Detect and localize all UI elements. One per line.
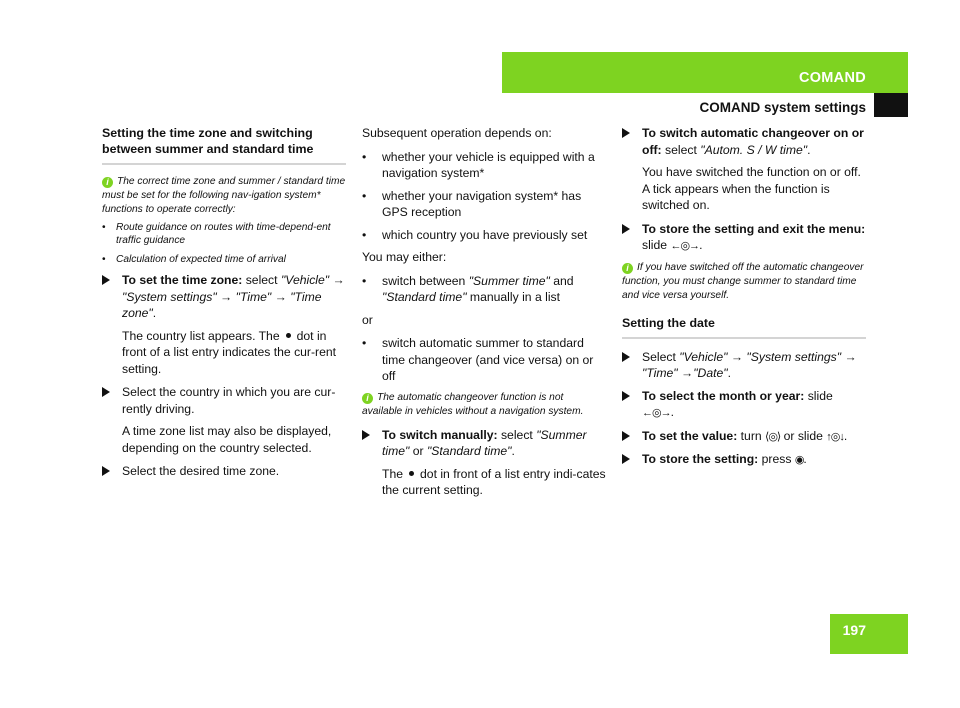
either-text: You may either:: [362, 250, 447, 264]
info-note: [622, 261, 866, 303]
note-list-item: • Calculation of expected time of arrival: [102, 253, 346, 266]
step-label: To switch manually:: [382, 427, 498, 442]
step-text: Select: [642, 349, 680, 364]
step-label: To set the time zone:: [122, 273, 243, 287]
step-text: or slide: [780, 428, 827, 443]
step-text: .: [843, 428, 848, 443]
step-label: To store the setting:: [642, 452, 759, 466]
step-text: press: [758, 452, 795, 466]
info-icon: i: [362, 393, 373, 404]
page-number-box: [830, 614, 908, 654]
header-section-bar: [502, 52, 908, 93]
heading-rule: [102, 163, 346, 165]
menu-path: "Vehicle" → "System settings" → "Time" →"Date": [642, 349, 857, 380]
step-arrow-icon: [622, 128, 630, 138]
step-text: turn: [737, 428, 766, 443]
heading-rule: [622, 337, 866, 339]
column-1: [102, 125, 346, 486]
note-text: If you have switched off the automatic changeover function, you must change summer to standard time and vice versa yourself.: [622, 261, 864, 301]
menu-path: "Vehicle" → "System settings" → "Time" → "Time zone": [122, 273, 345, 320]
header-section-title: COMAND: [798, 70, 866, 86]
step-text: select: [661, 142, 701, 157]
menu-item: "Autom. S / W time": [700, 142, 808, 157]
step-text: .: [727, 366, 731, 380]
step-label: To switch automatic changeover on or off:: [642, 126, 864, 157]
step-text: slide: [804, 388, 833, 403]
step-text: .: [511, 444, 515, 458]
header-black-tab: [874, 93, 908, 117]
step-store-exit: [622, 221, 866, 255]
header-subtitle: COMAND system settings: [699, 100, 866, 115]
slide-controller-icon: ↑◎↓: [826, 430, 844, 443]
slide-controller-icon: ←◎→: [642, 407, 671, 419]
desc-text: The: [382, 466, 404, 481]
dependency-item: • whether your navigation system* has GPS reception: [362, 188, 606, 221]
step-text: Select the country in which you are cur-rently driving.: [122, 385, 336, 416]
slide-controller-icon: ←◎→: [670, 240, 700, 252]
turn-controller-icon: ⟨◎⟩: [765, 430, 781, 443]
option-item: • switch automatic summer to standard time changeover (and vice versa) on or off: [362, 335, 606, 385]
info-note: [102, 175, 346, 217]
step-select-month-year: [622, 388, 866, 422]
menu-item: "Summer time": [382, 427, 587, 458]
step-arrow-icon: [622, 391, 630, 401]
step-switch-auto: [622, 125, 866, 158]
step-text: select: [242, 273, 281, 287]
note-list-item: • Route guidance on routes with time-depend-ent traffic guidance: [102, 221, 346, 247]
desc-text: dot in front of a list entry indicates the cur-rent setting.: [122, 328, 337, 376]
page-number: 197: [842, 622, 866, 638]
step-text: .: [807, 142, 811, 157]
step-text: .: [803, 452, 807, 466]
step-text: select: [497, 427, 537, 442]
option-text: switch between: [382, 273, 469, 288]
intro-text: Subsequent operation depends on:: [362, 126, 552, 140]
step-text: slide: [642, 238, 671, 252]
step-set-value: [622, 428, 866, 446]
desc-text: The country list appears. The: [122, 328, 280, 343]
desc-text: dot in front of a list entry indi-cates the current setting.: [382, 466, 606, 497]
press-controller-icon: ◉: [794, 454, 804, 466]
option-text: and: [549, 273, 574, 288]
step-arrow-icon: [622, 352, 630, 362]
section-heading-date: Setting the date: [622, 315, 715, 330]
step-text: or: [409, 444, 427, 458]
step-set-timezone: [102, 272, 346, 322]
step-arrow-icon: [102, 387, 110, 397]
column-3: [622, 125, 866, 475]
option-item: [362, 273, 606, 306]
selection-dot-icon: [409, 471, 414, 476]
step-description: You have switched the function on or off. A tick appears when the function is switched on.: [642, 165, 861, 212]
info-icon: i: [622, 263, 633, 274]
step-label: To store the setting and exit the menu:: [642, 221, 866, 236]
dependency-item: • which country you have previously set: [362, 227, 606, 244]
step-arrow-icon: [362, 430, 370, 440]
menu-item: "Standard time": [426, 444, 512, 458]
selection-dot-icon: [286, 333, 291, 338]
step-arrow-icon: [622, 454, 630, 464]
step-arrow-icon: [622, 431, 630, 441]
step-select-timezone: [102, 463, 346, 480]
column-2: [362, 125, 606, 506]
step-arrow-icon: [102, 466, 110, 476]
step-text: Select the desired time zone.: [122, 464, 280, 478]
info-note: [362, 391, 606, 419]
step-arrow-icon: [102, 275, 110, 285]
option-value: "Standard time": [382, 290, 467, 304]
step-arrow-icon: [622, 224, 630, 234]
step-select-date: [622, 349, 866, 382]
dependency-item: • whether your vehicle is equipped with a navigation system*: [362, 149, 606, 182]
step-description: [362, 466, 606, 499]
step-switch-manually: [362, 427, 606, 460]
step-label: To set the value:: [642, 428, 738, 443]
section-heading-timezone: Setting the time zone and switching between summer and standard time: [102, 126, 314, 156]
step-text: .: [699, 238, 703, 252]
note-intro-text: The correct time zone and summer / standard time must be set for the following nav-igation system* functions to operate correctly:: [102, 176, 346, 215]
step-select-country: [102, 384, 346, 417]
info-icon: i: [102, 177, 113, 188]
step-description: [102, 328, 346, 378]
step-label: To select the month or year:: [642, 388, 805, 403]
step-text: .: [152, 306, 157, 320]
step-store-setting: [622, 451, 866, 469]
step-text: .: [670, 405, 674, 419]
or-text: or: [362, 312, 373, 327]
option-value: "Summer time": [468, 273, 550, 288]
note-text: The automatic changeover function is not available in vehicles without a navigation system.: [362, 391, 584, 417]
option-text: manually in a list: [466, 290, 561, 304]
step-description: A time zone list may also be displayed, depending on the country selected.: [122, 424, 332, 455]
